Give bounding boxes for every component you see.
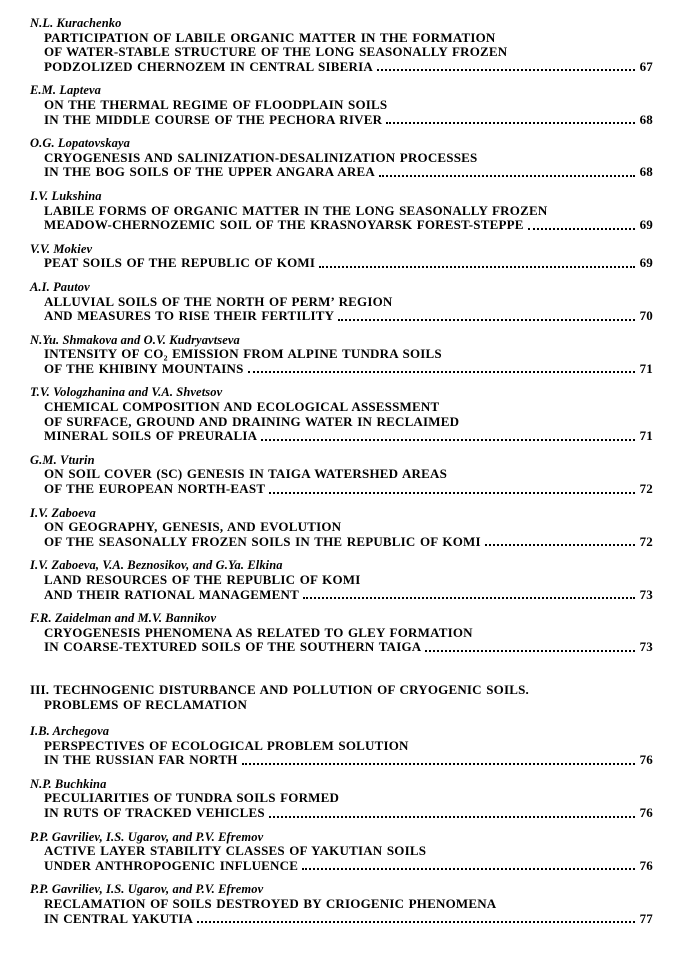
toc-entry-author: P.P. Gavriliev, I.S. Ugarov, and P.V. Efremov [30, 882, 264, 897]
toc-entry [30, 333, 653, 377]
toc-entry [30, 385, 653, 443]
toc-entry-last-line [44, 806, 653, 821]
toc-entry-last-line [44, 256, 653, 271]
page-number: 69 [639, 217, 653, 233]
toc-entry-title-text: MEADOW-CHERNOZEMIC SOIL OF THE KRASNOYARSK FOREST-STEPPE [44, 217, 524, 233]
page-number: 76 [639, 857, 653, 873]
toc-entry-title-line: ACTIVE LAYER STABILITY CLASSES OF YAKUTIAN SOILS [44, 843, 427, 859]
toc-entry [30, 882, 653, 926]
toc-entry-title-line: ON SOIL COVER (SC) GENESIS IN TAIGA WATERSHED AREAS [44, 466, 448, 482]
page-number: 72 [639, 481, 653, 497]
toc-entry-last-line [44, 309, 653, 324]
page-number: 69 [639, 255, 653, 271]
toc-entry [30, 453, 653, 497]
toc-entry-last-line [44, 165, 653, 180]
dot-leader [528, 228, 635, 230]
toc-entry-last-line [44, 535, 653, 550]
dot-leader [248, 371, 635, 373]
dot-leader [303, 597, 635, 599]
section-heading-line: PROBLEMS OF RECLAMATION [44, 696, 248, 712]
toc-entry-title-text: OF THE EUROPEAN NORTH-EAST [44, 481, 266, 497]
toc-entry-title-text: AND MEASURES TO RISE THEIR FERTILITY [44, 308, 335, 324]
toc-entry-title-text: IN CENTRAL YAKUTIA [44, 910, 194, 926]
toc-entry-title-text: OF THE KHIBINY MOUNTAINS [44, 360, 244, 376]
toc-entry-title-line: OF SURFACE, GROUND AND DRAINING WATER IN RECLAIMED [44, 413, 460, 429]
toc-entry [30, 558, 653, 602]
toc-entry-author: N.L. Kurachenko [30, 16, 122, 30]
dot-leader [242, 763, 635, 765]
toc-entry-author: G.M. Vturin [30, 452, 95, 467]
toc-entry-author: T.V. Vologzhanina and V.A. Shvetsov [30, 385, 223, 400]
toc-entry-last-line [44, 588, 653, 603]
toc-entry-title-line: CHEMICAL COMPOSITION AND ECOLOGICAL ASSESSMENT [44, 399, 440, 415]
page-number: 73 [639, 586, 653, 602]
toc-entry-title-text: PODZOLIZED CHERNOZEM IN CENTRAL SIBERIA [44, 58, 373, 74]
toc-entry-title-text: UNDER ANTHROPOGENIC INFLUENCE [44, 857, 299, 873]
toc-entry [30, 16, 653, 74]
toc-entry-title-text: IN THE RUSSIAN FAR NORTH [44, 752, 238, 768]
toc-entry-last-line [44, 640, 653, 655]
toc-entry-title-line: OF WATER-STABLE STRUCTURE OF THE LONG SEASONALLY FROZEN [44, 44, 508, 60]
toc-entry-author: O.G. Lopatovskaya [30, 136, 130, 151]
toc-entry-author: I.V. Zaboeva, V.A. Beznosikov, and G.Ya. Elkina [30, 558, 283, 573]
toc-entry [30, 242, 653, 271]
dot-leader [425, 650, 634, 652]
toc-entry-title-text: OF THE SEASONALLY FROZEN SOILS IN THE REPUBLIC OF KOMI [44, 533, 481, 549]
dot-leader [485, 544, 635, 546]
dot-leader [302, 868, 634, 870]
toc-entry-author: A.I. Pautov [30, 279, 90, 294]
toc-entry-last-line [44, 429, 653, 444]
toc-entry-last-line [44, 60, 653, 75]
toc-entry [30, 777, 653, 821]
toc-entry-last-line [44, 218, 653, 233]
toc-entry-author: I.V. Lukshina [30, 188, 102, 203]
toc-entry-author: N.Yu. Shmakova and O.V. Kudryavtseva [30, 332, 240, 347]
page-number: 76 [639, 804, 653, 820]
toc-entry-author: P.P. Gavriliev, I.S. Ugarov, and P.V. Efremov [30, 829, 264, 844]
toc-entry-title-line: PECULIARITIES OF TUNDRA SOILS FORMED [44, 790, 340, 806]
toc-entry-title-text: MINERAL SOILS OF PREURALIA [44, 428, 258, 444]
toc-entry [30, 724, 653, 768]
toc-entry-last-line [44, 859, 653, 874]
toc-entry [30, 83, 653, 127]
toc-entry-author: E.M. Lapteva [30, 83, 101, 98]
dot-leader [377, 69, 635, 71]
toc-entry-title-line: PARTICIPATION OF LABILE ORGANIC MATTER IN THE FORMATION [44, 29, 496, 45]
toc-entry-title-line: RECLAMATION OF SOILS DESTROYED BY CRIOGENIC PHENOMENA [44, 895, 497, 911]
toc-entry-title-text: PEAT SOILS OF THE REPUBLIC OF KOMI [44, 255, 316, 271]
toc-entry-author: F.R. Zaidelman and M.V. Bannikov [30, 611, 217, 626]
dot-leader [319, 266, 634, 268]
toc-entry [30, 611, 653, 655]
toc-entry [30, 506, 653, 550]
toc-entry [30, 136, 653, 180]
page-number: 76 [639, 752, 653, 768]
section-heading-line: III. TECHNOGENIC DISTURBANCE AND POLLUTION OF CRYOGENIC SOILS. [30, 681, 529, 697]
dot-leader [261, 439, 634, 441]
toc-entry-title-line: LAND RESOURCES OF THE REPUBLIC OF KOMI [44, 572, 361, 587]
toc-entry-title-line: ON GEOGRAPHY, GENESIS, AND EVOLUTION [44, 519, 342, 535]
page-number: 71 [639, 428, 653, 444]
toc-entry-title-line: ON THE THERMAL REGIME OF FLOODPLAIN SOILS [44, 96, 388, 112]
page-number: 73 [639, 639, 653, 655]
page-number: 77 [639, 910, 653, 926]
page-number: 71 [639, 360, 653, 376]
page-number: 67 [639, 58, 653, 74]
toc-entry-last-line [44, 912, 653, 927]
toc-entry-title-line: INTENSITY OF CO₂ EMISSION FROM ALPINE TUNDRA SOILS [44, 346, 442, 362]
toc-entry-author: I.B. Archegova [30, 723, 110, 738]
page-number: 68 [639, 111, 653, 127]
toc-entry-title-text: IN RUTS OF TRACKED VEHICLES [44, 804, 265, 820]
toc-entry-last-line [44, 482, 653, 497]
toc-entry-title-line: ALLUVIAL SOILS OF THE NORTH OF PERM’ REGION [44, 293, 393, 309]
dot-leader [386, 122, 634, 124]
toc-entry-title-text: AND THEIR RATIONAL MANAGEMENT [44, 586, 299, 602]
dot-leader [197, 921, 634, 923]
toc-entry-last-line [44, 753, 653, 768]
toc-entry [30, 280, 653, 324]
toc-entry-last-line [44, 362, 653, 377]
dot-leader [269, 492, 634, 494]
toc-entry-title-text: IN THE BOG SOILS OF THE UPPER ANGARA AREA [44, 164, 375, 180]
dot-leader [338, 319, 634, 321]
toc-entry-title-text: IN THE MIDDLE COURSE OF THE PECHORA RIVER [44, 111, 383, 127]
page-number: 72 [639, 533, 653, 549]
toc-entry-title-line: PERSPECTIVES OF ECOLOGICAL PROBLEM SOLUTION [44, 737, 409, 753]
section-heading [30, 682, 653, 712]
toc-entry-last-line [44, 113, 653, 128]
toc-entry [30, 189, 653, 233]
toc-entry-author: V.V. Mokiev [30, 241, 93, 256]
toc-entry-title-line: LABILE FORMS OF ORGANIC MATTER IN THE LONG SEASONALLY FROZEN [44, 202, 548, 218]
toc-entry-title-text: IN COARSE-TEXTURED SOILS OF THE SOUTHERN TAIGA [44, 639, 422, 655]
toc-list [30, 16, 653, 926]
toc-entry-title-line: CRYOGENESIS PHENOMENA AS RELATED TO GLEY FORMATION [44, 624, 473, 640]
dot-leader [379, 175, 635, 177]
toc-entry-title-line: CRYOGENESIS AND SALINIZATION-DESALINIZATION PROCESSES [44, 149, 478, 165]
toc-entry-author: N.P. Buchkina [30, 776, 107, 791]
toc-entry [30, 830, 653, 874]
page-number: 68 [639, 164, 653, 180]
dot-leader [269, 816, 635, 818]
page-number: 70 [639, 308, 653, 324]
toc-entry-author: I.V. Zaboeva [30, 505, 96, 520]
